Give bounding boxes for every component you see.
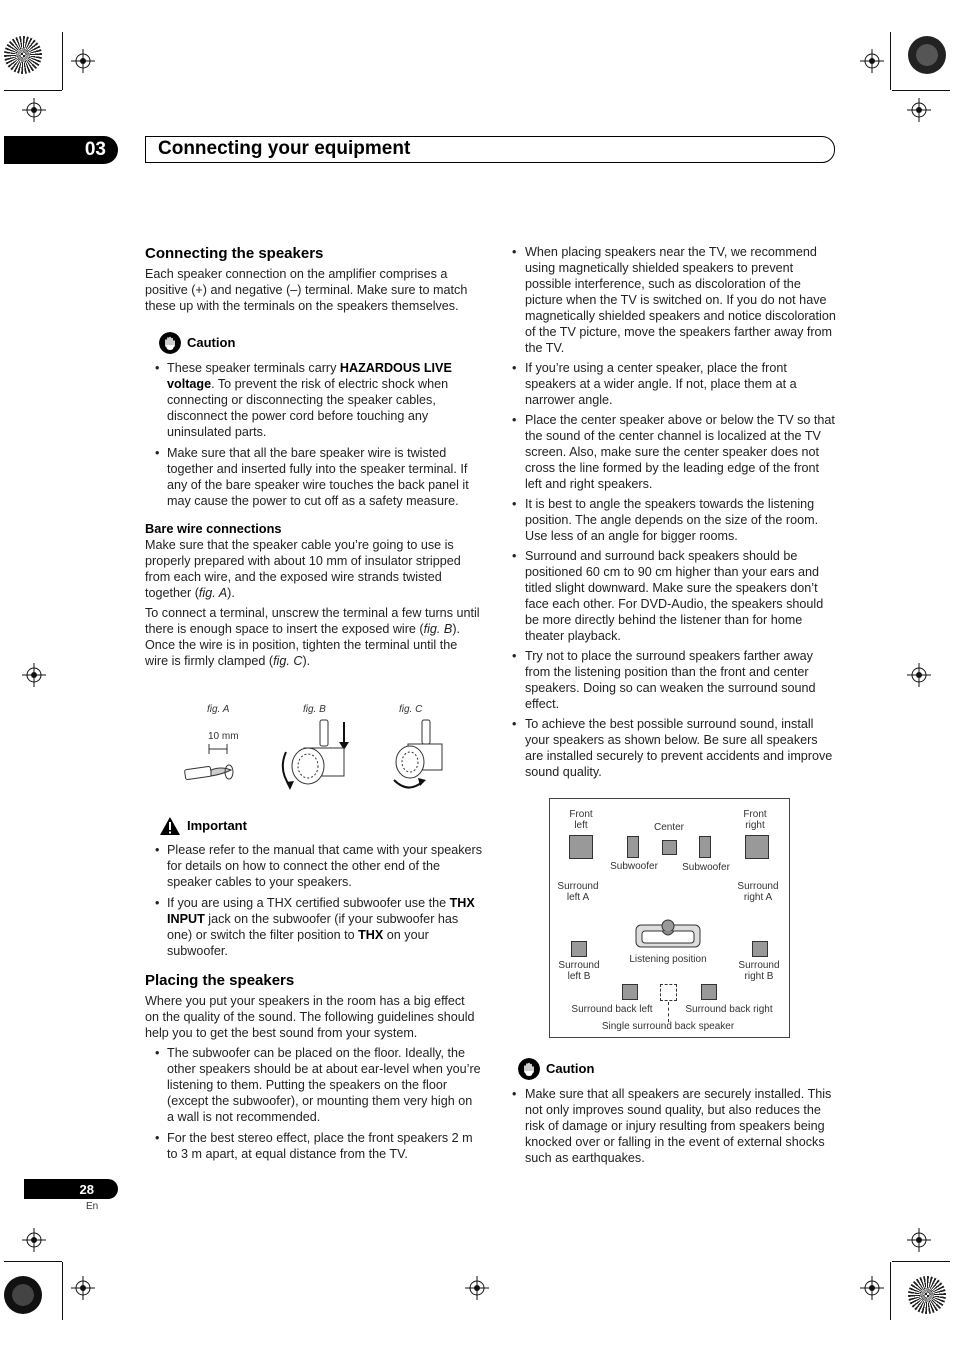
speaker-front-left bbox=[569, 835, 593, 859]
left-column bbox=[145, 244, 482, 673]
placement-tips-list bbox=[512, 244, 837, 780]
chapter-number: 03 bbox=[4, 136, 118, 164]
list-item: • It is best to angle the speakers towards the listening position. The angle depends on the size of the room. Use less of an angle for bigger rooms. bbox=[512, 496, 837, 544]
list-item: • To achieve the best possible surround sound, install your speakers as shown below. Be sure all speakers are installed securely to prevent accidents and improve sound quality. bbox=[512, 716, 837, 780]
fig-c-label: fig. C bbox=[399, 704, 423, 715]
list-item: • For the best stereo effect, place the front speakers 2 m to 3 m apart, at equal distance from the TV. bbox=[145, 1130, 482, 1162]
label-single-surround-back: Single surround back speaker bbox=[601, 1021, 735, 1032]
label-surround-left-a: Surround left A bbox=[557, 881, 599, 903]
page-number: 28 bbox=[24, 1179, 118, 1199]
registration-mark-icon bbox=[465, 1276, 489, 1300]
list-item: • Try not to place the surround speakers farther away from the listening position than the front and center speakers. Doing so can weaken the surround sound effect. bbox=[512, 648, 837, 712]
list-item: • Make sure that all the bare speaker wire is twisted together and inserted fully into the speaker terminal. If any of the bare speaker wire touches the back panel it may cause the power to cut off as a safety measure. bbox=[145, 445, 482, 509]
label-surround-back-right: Surround back right bbox=[685, 1004, 773, 1015]
bare-wire-paragraph-1: Make sure that the speaker cable you’re going to use is properly prepared with about 10 mm of insulator stripped from each wire, and the exposed wire strands twisted together (fig. A). bbox=[145, 538, 461, 600]
color-registration-icon bbox=[4, 36, 42, 74]
right-column bbox=[512, 244, 837, 784]
color-registration-icon bbox=[908, 1276, 946, 1314]
hand-stop-icon bbox=[518, 1058, 540, 1080]
bare-wire-paragraph-2: To connect a terminal, unscrew the terminal a few turns until there is enough space to insert the exposed wire (fig. B). Once the wire is in position, tighten the terminal until the wire is firmly clamped (fig. C). bbox=[145, 606, 480, 668]
terminal-tighten-illustration bbox=[388, 718, 448, 794]
speaker-layout-diagram bbox=[549, 798, 790, 1038]
important-heading bbox=[159, 816, 482, 836]
chapter-title: Connecting your equipment bbox=[158, 138, 411, 159]
speaker-single-surround-back bbox=[660, 984, 677, 1001]
caution-heading-right bbox=[518, 1058, 837, 1080]
caution-list bbox=[145, 360, 482, 509]
label-subwoofer-2: Subwoofer bbox=[682, 862, 730, 873]
registration-mark-icon bbox=[22, 1228, 46, 1252]
placing-list bbox=[145, 1045, 482, 1162]
label-front-right: Front right bbox=[743, 809, 767, 831]
color-registration-icon bbox=[4, 1276, 42, 1314]
fig-a-label: fig. A bbox=[207, 704, 230, 715]
label-surround-back-left: Surround back left bbox=[571, 1004, 653, 1015]
placing-intro: Where you put your speakers in the room has a big effect on the quality of the sound. The following guidelines should help you to get the best sound from your system. bbox=[145, 994, 475, 1040]
registration-mark-icon bbox=[860, 1276, 884, 1300]
caution-label: Caution bbox=[187, 335, 236, 350]
terminal-unscrew-illustration bbox=[278, 718, 354, 794]
label-listening-position: Listening position bbox=[629, 954, 707, 965]
list-item: • If you’re using a center speaker, place the front speakers at a wider angle. If not, place them at a narrower angle. bbox=[512, 360, 837, 408]
section-title-placing: Placing the speakers bbox=[145, 972, 295, 989]
warning-triangle-icon bbox=[159, 816, 181, 836]
list-item: • Please refer to the manual that came with your speakers for details on how to connect the other end of the speaker cables to your speakers. bbox=[145, 842, 482, 890]
speaker-surround-back-left bbox=[622, 984, 638, 1000]
caution-label: Caution bbox=[546, 1061, 595, 1076]
registration-mark-icon bbox=[22, 663, 46, 687]
left-column-lower bbox=[145, 812, 482, 1167]
connecting-intro: Each speaker connection on the amplifier comprises a positive (+) and negative (–) terminal. Make sure to match these up with the terminals on the speakers themselves. bbox=[145, 267, 468, 313]
stripped-wire-illustration bbox=[183, 740, 243, 790]
list-item: • Make sure that all speakers are securely installed. This not only improves sound quality, but also reduces the risk of damage or injury resulting from speakers being knocked over or falling in the event of external shocks such as earthquakes. bbox=[512, 1086, 837, 1166]
list-item: • Surround and surround back speakers should be positioned 60 cm to 90 cm higher than your ears and titled slight downward. Make sure the speakers don’t face each other. For DVD-Audio, the speakers should be more directly behind the listener than for home theater playback. bbox=[512, 548, 837, 644]
list-item: • If you are using a THX certified subwoofer use the THX INPUT jack on the subwoofer (if your subwoofer has one) or switch the filter position to THX on your subwoofer. bbox=[145, 895, 482, 959]
list-item: • The subwoofer can be placed on the floor. Ideally, the other speakers should be at about ear-level when you’re listening to them. Putting the speakers on the floor (except the subwoofer), or mounting them very high on a wall is not recommended. bbox=[145, 1045, 482, 1125]
listening-position-sofa bbox=[634, 917, 702, 951]
registration-mark-icon bbox=[907, 663, 931, 687]
speaker-front-right bbox=[745, 835, 769, 859]
registration-mark-icon bbox=[71, 1276, 95, 1300]
caution-heading bbox=[159, 332, 482, 354]
speaker-subwoofer-right bbox=[699, 836, 711, 858]
registration-mark-icon bbox=[907, 98, 931, 122]
speaker-surround-back-right bbox=[701, 984, 717, 1000]
speaker-subwoofer-left bbox=[627, 836, 639, 858]
registration-mark-icon bbox=[860, 49, 884, 73]
fig-a-measure: 10 mm bbox=[208, 731, 239, 742]
registration-mark-icon bbox=[22, 98, 46, 122]
list-item: • Place the center speaker above or below the TV so that the sound of the center channel is localized at the TV screen. Also, make sure the center speaker does not cross the line formed by the leading edge of the front left and right speakers. bbox=[512, 412, 837, 492]
label-center: Center bbox=[653, 822, 684, 833]
important-label: Important bbox=[187, 818, 247, 833]
label-surround-right-a: Surround right A bbox=[737, 881, 779, 903]
list-item: • These speaker terminals carry HAZARDOUS LIVE voltage. To prevent the risk of electric shock when connecting or disconnecting the speaker cables, disconnect the power cord before touching any uninsulated parts. bbox=[145, 360, 482, 440]
section-title-connecting: Connecting the speakers bbox=[145, 245, 324, 262]
fig-b-label: fig. B bbox=[303, 704, 326, 715]
registration-mark-icon bbox=[71, 49, 95, 73]
speaker-center bbox=[662, 840, 677, 855]
label-surround-left-b: Surround left B bbox=[558, 960, 600, 982]
label-subwoofer-1: Subwoofer bbox=[610, 861, 658, 872]
speaker-surround-left-a bbox=[571, 941, 587, 957]
list-item: • When placing speakers near the TV, we recommend using magnetically shielded speakers to prevent possible interference, such as discoloration of the picture when the TV is switched on. If you do not have magnetically shielded speakers and notice discoloration of the TV picture, move the speakers farther away from the TV. bbox=[512, 244, 837, 356]
single-back-leader-line bbox=[668, 1002, 669, 1022]
color-registration-icon bbox=[908, 36, 946, 74]
right-caution-block bbox=[512, 1054, 837, 1170]
section-subtitle-bare-wire: Bare wire connections bbox=[145, 521, 282, 536]
speaker-surround-right-a bbox=[752, 941, 768, 957]
caution-list-right bbox=[512, 1086, 837, 1166]
label-surround-right-b: Surround right B bbox=[738, 960, 780, 982]
important-list bbox=[145, 842, 482, 959]
label-front-left: Front left bbox=[569, 809, 593, 831]
hand-stop-icon bbox=[159, 332, 181, 354]
page-language: En bbox=[86, 1201, 99, 1212]
registration-mark-icon bbox=[907, 1228, 931, 1252]
